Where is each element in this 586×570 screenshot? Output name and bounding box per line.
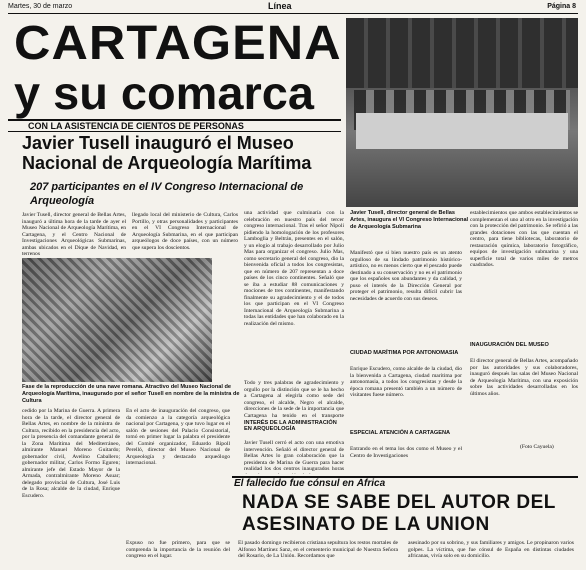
article-headline: Javier Tusell inauguró el Museo Nacional de Arqueología Marítima bbox=[22, 133, 312, 173]
bottom-headline-line2: ASESINATO DE LA UNION bbox=[242, 514, 490, 535]
masthead bbox=[8, 14, 341, 121]
box-interes-administracion: INTERÉS DE LA ADMINISTRACIÓN EN ARQUEOLOGÍA bbox=[244, 420, 337, 432]
article-col5b: Enrique Escudero, como alcalde de la ciudad, dio la bienvenida a Cartagena, ciudad marítima por antonomasia, a todos los congresistas y desde la época romana presentó también a un número de visitantes fuese número. bbox=[350, 366, 462, 398]
photo-left-caption: Fase de la reproducción de una nave romana. Atractivo del Museo Nacional de Arqueología Marítima, inaugurado por el señor Tusell en nombre de la ministra de Cultura bbox=[22, 384, 240, 404]
bottom-headline-line1: NADA SE SABE DEL AUTOR DEL bbox=[242, 492, 556, 513]
article-col7: cedido por la Marina de Guerra. A primera hora de la tarde, el director general de Bellas Artes, en nombre de la ministra de Cultura, recibido en la presidencia del acto, por la presencia del comandante general de la Zona Marítima del Mediterráneo, almirante Manuel Moreno Guitardo; gobernador civil, Avelino Caballero; gobernador militar, Carlos Formo Eguren; almirante jefe del Estado Mayor de la Armada, contralmirante Moreno Asuar; delegado provincial de Cultura, José Luis de la Rosa; alcalde de la ciudad, Enrique Escudero. bbox=[22, 408, 120, 499]
box-inauguracion-museo: INAUGURACIÓN DEL MUSEO bbox=[470, 342, 549, 348]
article-col4: Todo y tres palabras de agradecimiento y orgullo por la distinción que se le ha hecho a Cartagena al elegirla como sede del congreso, el alcalde, Negro el alcalde, direcciones de la sede de la importancia que Cartagena ha tenido en el transporte bbox=[244, 380, 344, 418]
article-col4b: Javier Tusell cerró el acto con una emotiva intervención. Señaló el director general de Bellas Artes lo gran colaboración que la presidenta de Marina de Guerra para hacer realidad los dos centros inaugurados horas bbox=[244, 440, 344, 472]
bottom-kicker: El fallecido fue cónsul en África bbox=[234, 478, 386, 489]
article-subhead: 207 participantes en el IV Congreso Internacional de Arqueología bbox=[30, 181, 304, 207]
article-col9: Expuso no fue primero, para que se comprenda la importancia de la reunión del congreso en el lugar. bbox=[126, 540, 230, 559]
kicker-rule bbox=[8, 131, 341, 132]
article-col3: una actividad que culminaría con la celebración en nuestro país del tercer congreso internacional. Tras el señor Nipoli pidiendo la homologación de los profesores Lamboglia y Beltrán, presentes en el salón, y un elogio al trabajo desarrollado por Julio Mas para organizar el congreso. Julio Mas, como secretario general del congreso, dio la bienvenida oficial a todos los congresistas, que en número de 207 representan a doce países de los cinco continentes. Señaló que se iba a estudiar 88 comunicaciones y mociones de tres continentes, manifestando finalmente su agradecimiento y el de todos los que participan en el VI Congreso Internacional de Arqueología Submarina a todas las entidades que han colaborado en la realización del mismo. bbox=[244, 210, 344, 327]
masthead-title-line1: CARTAGENA bbox=[14, 17, 342, 70]
box-ciudad-maritima: CIUDAD MARÍTIMA POR ANTONOMASIA bbox=[350, 350, 459, 356]
article-col1: Javier Tusell, director general de Bellas Artes, inauguró a última hora de la tarde de ayer el Museo Nacional de Arqueología Marítima, en Cartagena, y el Centro Nacional de Investigaciones Arqueológicas Submarinas, ambas ubicados en el Dique de Navidad, en terrenos bbox=[22, 212, 126, 256]
bottom-col2: asesinado por su sobrino, y sus familiares y amigos. Le propinaron varios golpes. La víctima, que fue cónsul de España en distintas ciudades africanas, vivía solo en su domicilio. bbox=[408, 540, 574, 559]
photo-byline: (Foto Cayuela) bbox=[520, 444, 554, 450]
bottom-story bbox=[232, 478, 577, 570]
header-page-number: Página 8 bbox=[547, 3, 576, 10]
article-col2: llegado local del ministerio de Cultura, Carlos Portillo, y otras personalidades y participantes en el VI Congreso Internacional de Arqueología Submarina, en el que participan arqueólogos de doce países, con un número que supera los doscientos. bbox=[132, 212, 238, 251]
header-date: Martes, 30 de marzo bbox=[8, 3, 73, 10]
article-col6b: El director general de Bellas Artes, acompañado por las autoridades y sus colaboradores, inauguró después las salas del Museo Nacional de Arqueología Marítima, con una exposición sobre las actividades desarrolladas en los últimos años. bbox=[470, 358, 578, 397]
bottom-col1: El pasado domingo recibieron cristiana sepultura los restos mortales de Alfonso Martínez Sanz, en el cementerio municipal de Nuestra Señora del Rosario, de La Unión. Recordamos que bbox=[238, 540, 398, 559]
article-col8: En el acto de inauguración del congreso, que da comienzo a la categoría arqueológica nacional por Cartagena, y que tuvo lugar en el salón de sesiones del Palacio Consistorial, tomó en primer lugar la palabra el presidente del Comité organizador, Eduardo Ripoll Perelló, director del Museo Nacional de Arqueología y destacado arqueólogo internacional. bbox=[126, 408, 230, 466]
article-col6: establecimientos que ambos establecimientos se complementan el uno al otro en la investigación con la protección del patrimonio. Se refirió a las grandes dotaciones con las que cuentan el centro, para tiene bibliotecas, laboratorio de restauración química, laboratorio fotográfico, equipos de investigación submarina y una superficie total de varios miles de metros cuadrados. bbox=[470, 210, 578, 268]
masthead-title-line2: y su comarca bbox=[14, 67, 314, 119]
photo-wall bbox=[346, 18, 578, 88]
photo-table bbox=[356, 113, 568, 149]
article-col5c: Entrando en el tema los dos como el Museo y el Centro de Investigaciones bbox=[350, 446, 462, 459]
box-especial-atencion: ESPECIAL ATENCIÓN A CARTAGENA bbox=[350, 430, 451, 436]
header-section: Línea bbox=[268, 1, 292, 11]
congress-photo bbox=[346, 18, 578, 207]
photo-right-caption: Javier Tusell, director general de Bellas Artes, inaugura el VI Congreso Internacional de Arqueología Submarina bbox=[350, 210, 469, 230]
ship-reproduction-photo bbox=[22, 258, 212, 382]
article-col5: Manifestó que si bien nuestro país es un atento orgulloso de su lindado patrimonio histórico-artístico, no es menos cierto que el pescado puede destinado a su conservación y no es el patrimonio que los españoles son abundantes y da calidad, y puso el interés de la Dirección General por proteger el patrimonio, resulta difícil cubrir las necesidades de acuerdo con sus deseos. bbox=[350, 250, 462, 302]
photo-texture bbox=[22, 258, 212, 382]
article-kicker: CON LA ASISTENCIA DE CIENTOS DE PERSONAS bbox=[28, 121, 244, 131]
page-header bbox=[0, 0, 586, 14]
